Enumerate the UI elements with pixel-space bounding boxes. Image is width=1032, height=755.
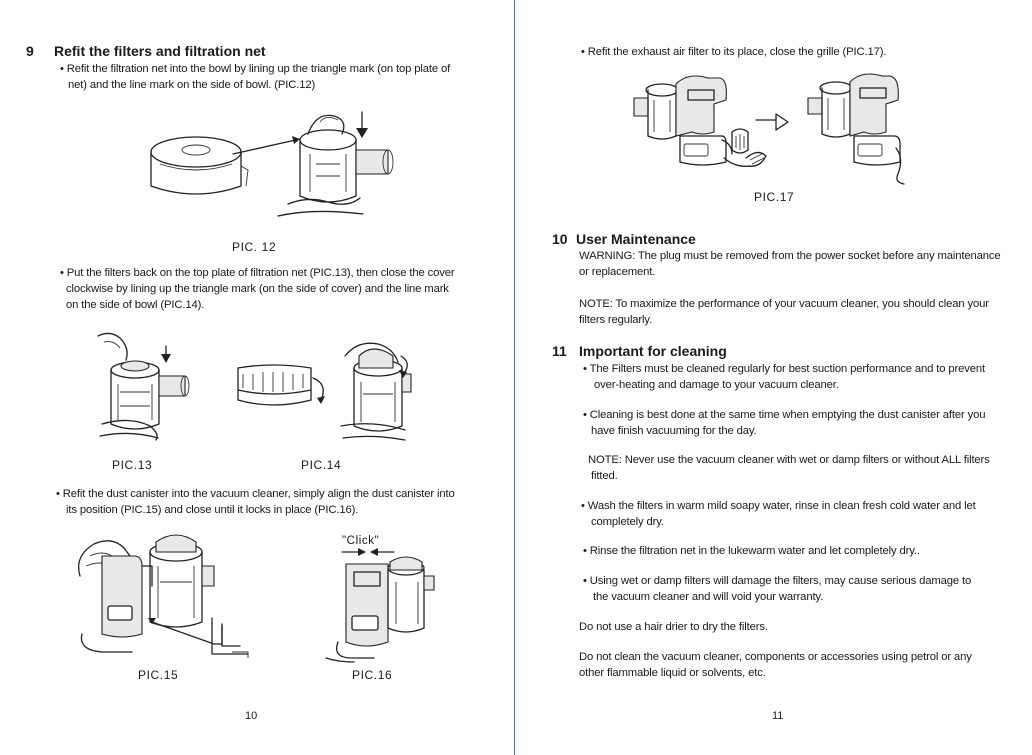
text-line: net) and the line mark on the side of bowl. (PIC.12) [68,79,316,91]
cleaning-regularly-paragraph [583,361,985,393]
text-line: • Cleaning is best done at the same time when emptying the dust canister after you [583,409,986,421]
pic14-caption: PIC.14 [301,458,342,472]
text-line: have finish vacuuming for the day. [591,425,757,437]
rinse-net-paragraph: • Rinse the filtration net in the lukewarm water and let completely dry.. [583,545,920,557]
note-wet-filters-paragraph [588,452,990,484]
text-line: • Refit the filtration net into the bowl by lining up the triangle mark (on top plate of [60,63,451,75]
pic12-caption: PIC. 12 [232,240,277,254]
hair-drier-paragraph: Do not use a hair drier to dry the filters. [579,621,768,633]
text-line: • Wash the filters in warm mild soapy water, rinse in clean fresh cold water and let [581,500,976,512]
text-line: completely dry. [591,516,664,528]
text-line: WARNING: The plug must be removed from the power socket before any maintenance [579,250,1001,262]
section-11-title: Important for cleaning [579,343,727,359]
pic16-caption: PIC.16 [352,668,393,682]
text-line: NOTE: Never use the vacuum cleaner with wet or damp filters or without ALL filters [588,454,990,466]
text-line: filters regularly. [579,314,653,326]
damp-filters-warning-paragraph [583,573,971,605]
pic13-caption: PIC.13 [112,458,153,472]
warning-paragraph [579,248,1001,280]
text-line: its position (PIC.15) and close until it locks in place (PIC.16). [66,504,359,516]
pic16-locked-illustration [318,546,438,664]
pic17-caption: PIC.17 [754,190,795,204]
page-number-right: 11 [772,710,784,722]
section-9-title: Refit the filters and filtration net [54,43,266,59]
text-line: on the side of bowl (PIC.14). [66,299,205,311]
refit-canister-paragraph [56,486,455,518]
page-number-left: 10 [245,710,258,722]
page-divider [514,0,515,755]
pic14-cover-illustration [233,326,413,448]
text-line: NOTE: To maximize the performance of your vacuum cleaner, you should clean your [579,298,989,310]
text-line: Do not clean the vacuum cleaner, components or accessories using petrol or any [579,651,972,663]
refit-net-paragraph [60,61,450,93]
wash-filters-paragraph [581,498,976,530]
flammable-liquid-paragraph [579,649,972,681]
pic15-canister-alignment-illustration [72,526,257,664]
pic15-caption: PIC.15 [138,668,179,682]
text-line: • Put the filters back on the top plate of filtration net (PIC.13), then close the cover [60,267,455,279]
click-label: "Click" [342,535,380,547]
pic13-filters-illustration [90,326,200,448]
pic17-exhaust-filter-illustration [628,70,910,186]
text-line: or replacement. [579,266,656,278]
text-line: fitted. [591,470,618,482]
section-11-number: 11 [552,343,567,359]
section-10-number: 10 [552,231,568,247]
filters-back-paragraph [60,265,455,313]
note-maximize-paragraph [579,296,989,328]
text-line: clockwise by lining up the triangle mark (on the side of cover) and the line mark [66,283,449,295]
text-line: • Using wet or damp filters will damage the filters, may cause serious damage to [583,575,972,587]
section-9-number: 9 [26,43,34,59]
text-line: the vacuum cleaner and will void your warranty. [593,591,824,603]
pic12-filtration-net-illustration [148,104,398,228]
text-line: over-heating and damage to your vacuum cleaner. [594,379,839,391]
cleaning-timing-paragraph [583,407,985,439]
text-line: other flammable liquid or solvents, etc. [579,667,766,679]
exhaust-filter-paragraph: • Refit the exhaust air filter to its place, close the grille (PIC.17). [581,46,887,58]
section-10-title: User Maintenance [576,231,696,247]
text-line: • The Filters must be cleaned regularly for best suction performance and to prevent [583,363,985,375]
text-line: • Refit the dust canister into the vacuum cleaner, simply align the dust canister into [56,488,455,500]
